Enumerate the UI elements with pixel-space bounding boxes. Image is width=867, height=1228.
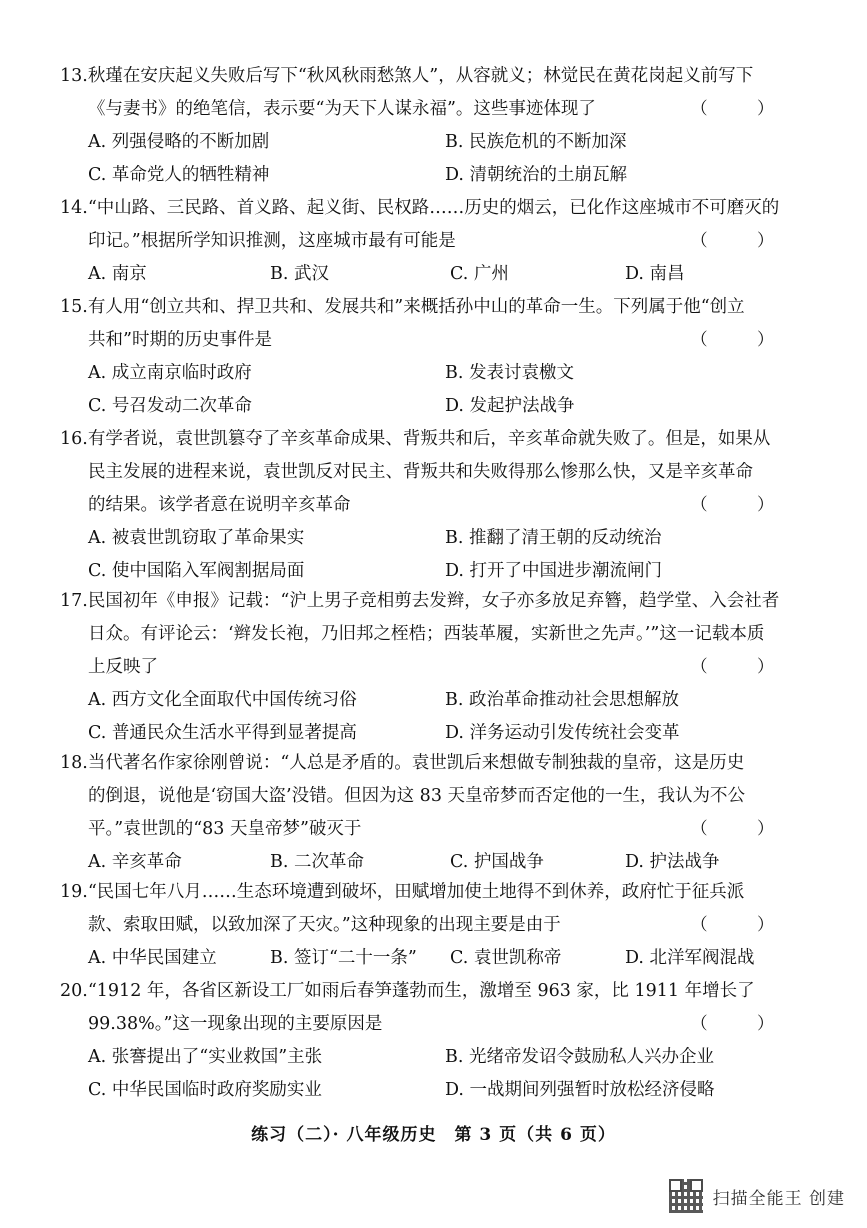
option-row [60,258,830,291]
option-c: C. 袁世凯称帝 [450,948,562,968]
option-row [60,942,830,975]
option-b: B. 推翻了清王朝的反动统治 [445,528,662,548]
question-stem: 有人用“创立共和、捍卫共和、发展共和”来概括孙中山的革命一生。下列属于他“创立 [87,297,745,317]
question-line [60,780,830,813]
question-stem: 平。”袁世凯的“83 天皇帝梦”破灭于 [88,819,362,839]
option-d: D. 北洋军阀混战 [625,948,755,968]
option-a: A. 辛亥革命 [88,852,182,872]
option-d: D. 洋务运动引发传统社会变革 [445,723,680,743]
option-b: B. 签订“二十一条” [270,948,417,968]
question-line [60,225,830,258]
option-c: C. 护国战争 [450,852,544,872]
question-line [60,60,830,93]
question-stem: “民国七年八月……生态环境遭到破坏，田赋增加使土地得不到休养，政府忙于征兵派 [87,882,745,902]
question-13 [60,60,830,192]
option-row [60,684,830,717]
question-stem: 《与妻书》的绝笔信，表示要“为天下人谋永福”。这些事迹体现了 [88,99,596,119]
option-row [60,1074,830,1107]
question-number: 13. [60,66,88,86]
option-b: B. 政治革命推动社会思想解放 [445,690,679,710]
option-d: D. 护法战争 [625,852,720,872]
option-row [60,1041,830,1074]
question-line [60,747,830,780]
answer-bracket: （ ） [690,819,796,839]
option-c: C. 普通民众生活水平得到显著提高 [88,723,357,743]
question-17 [60,585,830,750]
question-stem: 款、索取田赋，以致加深了天灾。”这种现象的出现主要是由于 [88,915,561,935]
option-row [60,357,830,390]
question-line [60,813,830,846]
question-line [60,291,830,324]
page-footer: 练习（二）· 八年级历史 第 3 页（共 6 页） [251,1125,616,1145]
question-line [60,876,830,909]
option-d: D. 打开了中国进步潮流闸门 [445,561,663,581]
question-stem: 秋瑾在安庆起义失败后写下“秋风秋雨愁煞人”，从容就义；林觉民在黄花岗起义前写下 [87,66,754,86]
question-line [60,909,830,942]
question-stem: 日众。有评论云：‘辫发长袍，乃旧邦之桎梏；西装革履，实新世之先声。’”这一记载本质 [88,624,765,644]
answer-bracket: （ ） [690,657,796,677]
question-line [60,1008,830,1041]
answer-bracket: （ ） [690,1014,796,1034]
answer-bracket: （ ） [690,231,796,251]
question-number: 18. [60,753,88,773]
option-row [60,159,830,192]
option-d: D. 南昌 [625,264,685,284]
option-c: C. 广州 [450,264,509,284]
answer-bracket: （ ） [690,99,796,119]
option-d: D. 一战期间列强暂时放松经济侵略 [445,1080,715,1100]
option-a: A. 成立南京临时政府 [88,363,252,383]
question-line [60,456,830,489]
question-stem: 印记。”根据所学知识推测，这座城市最有可能是 [88,231,456,251]
question-line [60,324,830,357]
question-stem: 上反映了 [88,657,158,677]
question-stem: 民国初年《申报》记载：“沪上男子竞相剪去发辫，女子亦多放足弃簪，趋学堂、入会社者 [87,591,780,611]
question-20 [60,975,830,1107]
option-d: D. 发起护法战争 [445,396,575,416]
option-c: C. 革命党人的牺牲精神 [88,165,270,185]
question-stem: “1912 年，各省区新设工厂如雨后春笋蓬勃而生，激增至 963 家，比 1911 年增长了 [87,981,755,1001]
question-number: 20. [60,981,88,1001]
option-row [60,717,830,750]
option-row [60,846,830,879]
question-stem: “中山路、三民路、首义路、起义街、民权路……历史的烟云，已化作这座城市不可磨灭的 [87,198,780,218]
question-line [60,651,830,684]
question-line [60,489,830,522]
option-a: A. 张謇提出了“实业救国”主张 [88,1047,323,1067]
option-b: B. 二次革命 [270,852,364,872]
option-c: C. 号召发动二次革命 [88,396,252,416]
question-14 [60,192,830,291]
question-number: 19. [60,882,88,902]
question-stem: 的倒退，说他是‘窃国大盗’没错。但因为这 83 天皇帝梦而否定他的一生，我认为不公 [88,786,746,806]
option-a: A. 中华民国建立 [88,948,217,968]
option-a: A. 被袁世凯窃取了革命果实 [88,528,305,548]
answer-bracket: （ ） [690,915,796,935]
question-stem: 民主发展的进程来说，袁世凯反对民主、背叛共和失败得那么惨那么快，又是辛亥革命 [88,462,753,482]
option-a: A. 列强侵略的不断加剧 [88,132,270,152]
option-d: D. 清朝统治的土崩瓦解 [445,165,628,185]
option-b: B. 光绪帝发诏令鼓励私人兴办企业 [445,1047,714,1067]
question-number: 15. [60,297,88,317]
question-stem: 99.38%。”这一现象出现的主要原因是 [88,1014,383,1034]
question-line [60,975,830,1008]
option-row [60,522,830,555]
question-line [60,423,830,456]
question-18 [60,747,830,879]
question-stem: 共和”时期的历史事件是 [88,330,272,350]
option-b: B. 发表讨袁檄文 [445,363,574,383]
option-a: A. 西方文化全面取代中国传统习俗 [88,690,357,710]
option-row [60,126,830,159]
question-16 [60,423,830,588]
question-number: 16. [60,429,88,449]
question-line [60,93,830,126]
answer-bracket: （ ） [690,330,796,350]
option-row [60,555,830,588]
question-19 [60,876,830,975]
option-c: C. 使中国陷入军阀割据局面 [88,561,305,581]
option-a: A. 南京 [88,264,147,284]
question-number: 17. [60,591,88,611]
qr-code-icon [669,1179,703,1213]
option-b: B. 民族危机的不断加深 [445,132,627,152]
question-line [60,618,830,651]
option-row [60,390,830,423]
question-number: 14. [60,198,88,218]
question-line [60,192,830,225]
question-line [60,585,830,618]
question-stem: 有学者说，袁世凯篡夺了辛亥革命成果、背叛共和后，辛亥革命就失败了。但是，如果从 [87,429,771,449]
watermark-text: 扫描全能王 创建 [712,1188,845,1209]
option-b: B. 武汉 [270,264,329,284]
question-stem: 当代著名作家徐刚曾说：“人总是矛盾的。袁世凯后来想做专制独裁的皇帝，这是历史 [87,753,745,773]
option-c: C. 中华民国临时政府奖励实业 [88,1080,322,1100]
answer-bracket: （ ） [690,495,796,515]
question-stem: 的结果。该学者意在说明辛亥革命 [88,495,351,515]
scanner-watermark [669,1178,845,1214]
question-15 [60,291,830,423]
